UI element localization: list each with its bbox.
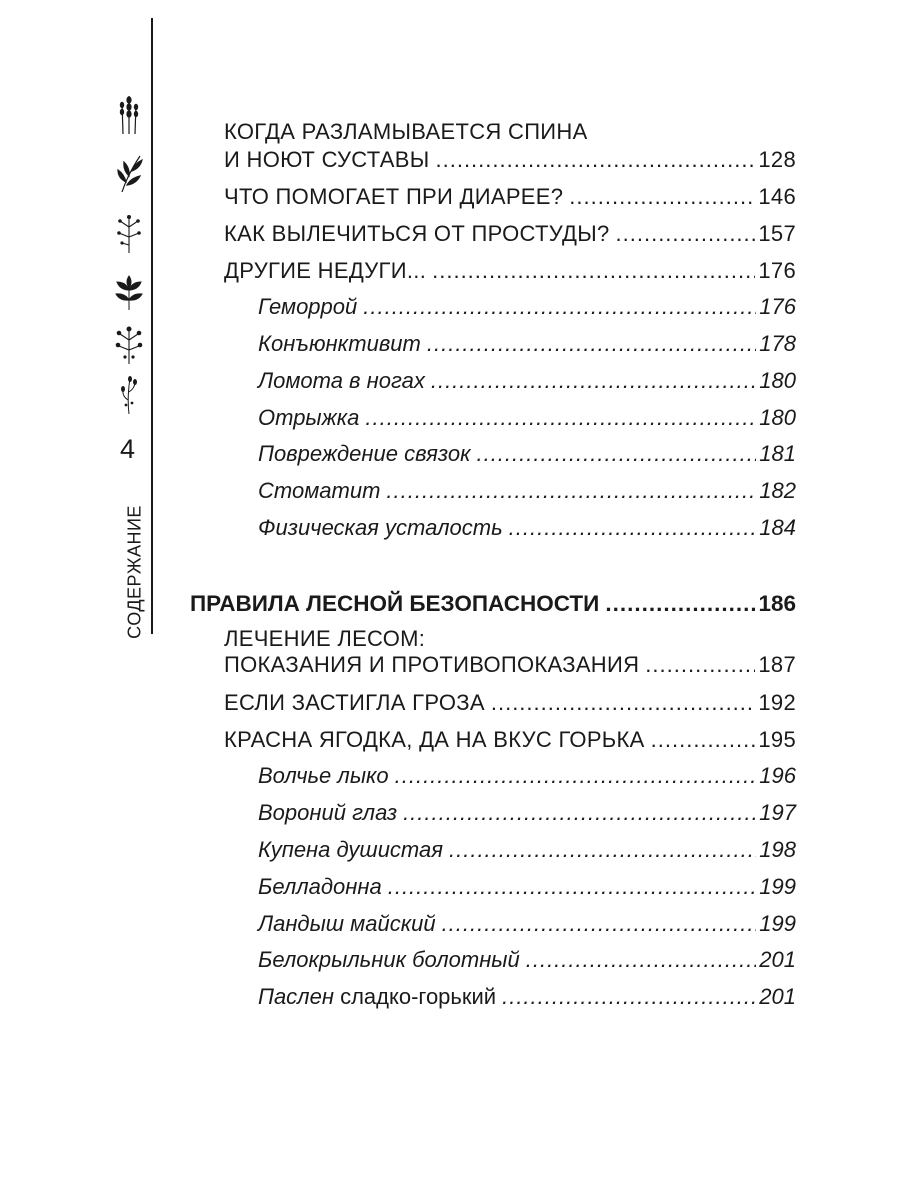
toc-entry-page: 198 [759,837,796,862]
dot-leader [476,439,756,469]
toc-subentry[interactable] [258,761,796,791]
toc-entry-page: 201 [759,984,796,1009]
toc-entry-title: ЕСЛИ ЗАСТИГЛА ГРОЗА [224,690,485,715]
toc-entry-page: 128 [758,147,796,172]
toc-entry-page: 182 [759,478,796,503]
dot-leader [432,256,755,286]
toc-entry[interactable] [224,725,796,755]
dot-leader [395,761,757,791]
toc-entry-page: 184 [759,515,796,540]
toc-entry[interactable] [224,145,796,175]
dot-leader [427,329,756,359]
dot-leader [502,982,756,1012]
toc-entry[interactable] [224,688,796,718]
toc-entry-title: Белладонна [258,874,382,899]
toc-entry-title: Стоматит [258,478,381,503]
toc-entry-title: Купена душистая [258,837,443,862]
herb-sprig-icon [114,374,144,414]
toc-subentry[interactable] [258,513,796,543]
toc-entry-page: 157 [758,221,796,246]
toc-entry-title: Волчье лыко [258,763,389,788]
toc-entry-page: 195 [758,727,796,752]
toc-entry-page: 146 [758,184,796,209]
page-number: 4 [120,434,136,464]
toc-subentry[interactable] [258,403,796,433]
dot-leader [431,366,756,396]
running-head: СОДЕРЖАНИЕ [124,505,145,639]
toc-entry-title: Ландыш майский [258,911,436,936]
toc-entry-page: 176 [759,294,796,319]
dot-leader [449,835,756,865]
toc-entry-page: 187 [758,652,796,677]
toc-entry-title: Геморрой [258,294,358,319]
toc-entry[interactable] [224,256,796,286]
toc-entry-page: 192 [758,690,796,715]
dot-leader [645,650,755,680]
toc-entry-title: КРАСНА ЯГОДКА, ДА НА ВКУС ГОРЬКА [224,727,645,752]
toc-chapter-page: 186 [758,591,796,616]
dot-leader [365,403,756,433]
dot-leader [605,589,755,619]
toc-entry-title: Белокрыльник болотный [258,947,520,972]
toc-entry-page: 178 [759,331,796,356]
margin-rule [151,18,153,634]
toc-entry[interactable] [224,219,796,249]
leafy-plant-icon [114,270,144,310]
dot-leader [388,872,757,902]
toc-entry-title [258,982,502,1012]
dot-leader [616,219,756,249]
toc-entry-line1: КОГДА РАЗЛАМЫВАЕТСЯ СПИНА [224,119,588,144]
flowering-branch-icon [114,324,144,364]
dot-leader [442,909,757,939]
toc-subentry[interactable] [258,945,796,975]
toc-entry-title: Ломота в ногах [258,368,425,393]
dot-leader [386,476,756,506]
dot-leader [491,688,756,718]
toc-entry-page: 199 [759,911,796,936]
toc-subentry[interactable] [258,835,796,865]
grass-sprig-icon [114,152,144,192]
toc-entry-title: ЧТО ПОМОГАЕТ ПРИ ДИАРЕЕ? [224,184,564,209]
toc-subentry[interactable] [258,439,796,469]
toc-entry-page: 181 [759,441,796,466]
toc-entry[interactable] [224,650,796,680]
dot-leader [363,292,756,322]
toc-entry-title: Конъюнктивит [258,331,421,356]
toc-entry-title-italic: Паслен [258,984,334,1009]
toc-subentry[interactable] [258,798,796,828]
toc-entry-title: Физическая усталость [258,515,503,540]
lavender-sprig-icon [114,94,144,134]
toc-chapter[interactable] [190,589,796,619]
toc-entry-title: И НОЮТ СУСТАВЫ [224,147,430,172]
toc-entry-line1: ЛЕЧЕНИЕ ЛЕСОМ: [224,626,426,651]
dot-leader [509,513,757,543]
dot-leader [526,945,757,975]
toc-entry[interactable] [224,182,796,212]
toc-subentry[interactable] [258,982,796,1012]
dot-leader [651,725,756,755]
toc-subentry[interactable] [258,476,796,506]
toc-entry-title: ДРУГИЕ НЕДУГИ... [224,258,427,283]
toc-entry-page: 201 [759,947,796,972]
dot-leader [403,798,756,828]
toc-entry-title: КАК ВЫЛЕЧИТЬСЯ ОТ ПРОСТУДЫ? [224,221,610,246]
toc-entry-page: 199 [759,874,796,899]
toc-entry-page: 196 [759,763,796,788]
toc-subentry[interactable] [258,292,796,322]
toc-entry-page: 180 [759,368,796,393]
dot-leader [569,182,755,212]
toc-entry-title: Отрыжка [258,405,360,430]
toc-subentry[interactable] [258,329,796,359]
toc-entry-page: 180 [759,405,796,430]
toc-chapter-title: ПРАВИЛА ЛЕСНОЙ БЕЗОПАСНОСТИ [190,591,600,616]
toc-entry-page: 197 [759,800,796,825]
toc-subentry[interactable] [258,909,796,939]
toc-entry-title: Повреждение связок [258,441,471,466]
toc-entry-title-upright: сладко-горький [340,984,497,1009]
toc-entry-page: 176 [758,258,796,283]
toc-entry-title: ПОКАЗАНИЯ И ПРОТИВОПОКАЗАНИЯ [224,652,640,677]
dot-leader [436,145,756,175]
twig-with-buds-icon [114,213,144,253]
toc-subentry[interactable] [258,872,796,902]
toc-subentry[interactable] [258,366,796,396]
toc-entry-title: Вороний глаз [258,800,398,825]
